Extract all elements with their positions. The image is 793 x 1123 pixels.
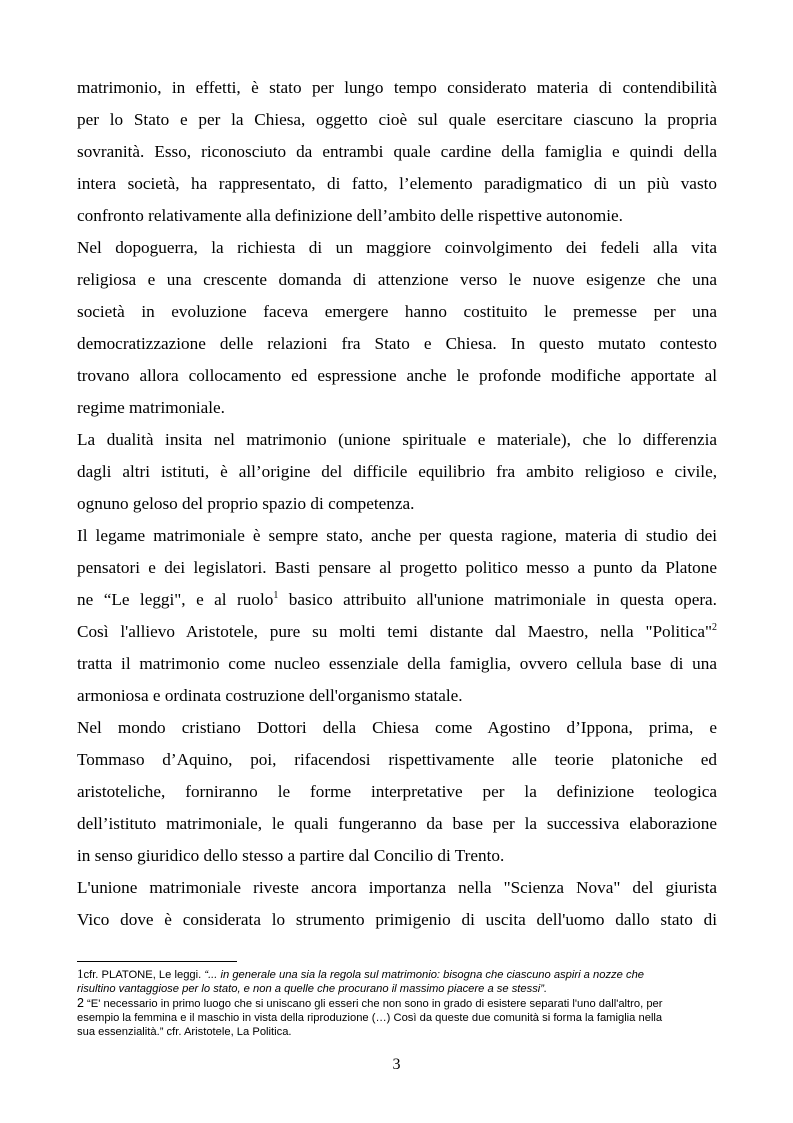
footnote-separator (77, 961, 237, 962)
footnote-number: 2 (77, 996, 84, 1010)
body-line: ognuno geloso del proprio spazio di competenza. (77, 494, 415, 513)
footnote-2-continued: sua essenzialità.” cfr. Aristotele, La Politica. (77, 1026, 292, 1038)
body-line: Tommaso d’Aquino, poi, rifacendosi rispettivamente alle teorie platoniche ed (77, 750, 717, 769)
footnote-number: 1 (77, 966, 84, 981)
footnote-1-continued: risultino vantaggiose per lo stato, e non a quelle che procurano il massimo piacere a se stessi”. (77, 982, 548, 995)
body-line: trovano allora collocamento ed espressione anche le profonde modifiche apportate al (77, 366, 717, 385)
body-line: Nel mondo cristiano Dottori della Chiesa come Agostino d’Ippona, prima, e (77, 718, 717, 737)
footnote-1 (77, 967, 727, 982)
footnotes (77, 967, 727, 1040)
footnote-2 (77, 996, 727, 1011)
body-line: regime matrimoniale. (77, 398, 225, 417)
body-line-with-footnote-1 (77, 584, 717, 616)
line-segment: basico attribuito all'unione matrimoniale in questa opera. (278, 590, 717, 609)
body-line: religiosa e una crescente domanda di attenzione verso le nuove esigenze che una (77, 270, 717, 289)
line-segment: Così l'allievo Aristotele, pure su molti temi distante dal Maestro, nella "Politica" (77, 622, 712, 641)
body-line: democratizzazione delle relazioni fra Stato e Chiesa. In questo mutato contesto (77, 334, 717, 353)
body-line: L'unione matrimoniale riveste ancora importanza nella "Scienza Nova" del giurista (77, 878, 717, 897)
body-line: aristoteliche, forniranno le forme interpretative per la definizione teologica (77, 782, 717, 801)
footnote-text: “E' necessario in primo luogo che si uniscano gli esseri che non sono in grado di esistere separati l'uno dall'altro, per (83, 998, 663, 1010)
body-line: intera società, ha rappresentato, di fatto, l’elemento paradigmatico di un più vasto (77, 174, 717, 193)
body-line: armoniosa e ordinata costruzione dell'organismo statale. (77, 686, 463, 705)
body-line: Nel dopoguerra, la richiesta di un maggiore coinvolgimento dei fedeli alla vita (77, 238, 717, 257)
body-line: confronto relativamente alla definizione dell’ambito delle rispettive autonomie. (77, 206, 623, 225)
body-line: matrimonio, in effetti, è stato per lungo tempo considerato materia di contendibilità (77, 78, 717, 97)
body-line: per lo Stato e per la Chiesa, oggetto cioè sul quale esercitare ciascuno la propria (77, 110, 717, 129)
footnote-reference-2[interactable]: 2 (712, 622, 717, 633)
body-line: pensatori e dei legislatori. Basti pensare al progetto politico messo a punto da Platone (77, 558, 717, 577)
body-line: dell’istituto matrimoniale, le quali fungeranno da base per la successiva elaborazione (77, 814, 717, 833)
body-line: società in evoluzione faceva emergere hanno costituito le premesse per una (77, 302, 717, 321)
footnote-quote: “... in generale una sia la regola sul matrimonio: bisogna che ciascuno aspiri a nozze che (204, 969, 645, 981)
body-line-with-footnote-2 (77, 616, 717, 648)
body-line: La dualità insita nel matrimonio (unione spirituale e materiale), che lo differenzia (77, 430, 717, 449)
line-segment: ne “Le leggi", e al ruolo (77, 590, 274, 609)
footnote-source: cfr. PLATONE, Le leggi. (83, 969, 205, 981)
body-line: tratta il matrimonio come nucleo essenziale della famiglia, ovvero cellula base di una (77, 654, 717, 673)
body-line: Vico dove è considerata lo strumento primigenio di uscita dell'uomo dallo stato di (77, 910, 717, 929)
body-line: Il legame matrimoniale è sempre stato, anche per questa ragione, materia di studio dei (77, 526, 717, 545)
footnote-2-continued: esempio la femmina e il maschio in vista della riproduzione (…) Così da queste due comunità si forma la famiglia nella (77, 1011, 663, 1024)
body-line: in senso giuridico dello stesso a partire dal Concilio di Trento. (77, 846, 505, 865)
body-line: dagli altri istituti, è all’origine del difficile equilibrio fra ambito religioso e civile, (77, 462, 717, 481)
body-line: sovranità. Esso, riconosciuto da entrambi quale cardine della famiglia e quindi della (77, 142, 717, 161)
footnote-reference-1[interactable]: 1 (273, 590, 279, 601)
body-text (77, 72, 717, 936)
page-number: 3 (392, 1056, 401, 1073)
